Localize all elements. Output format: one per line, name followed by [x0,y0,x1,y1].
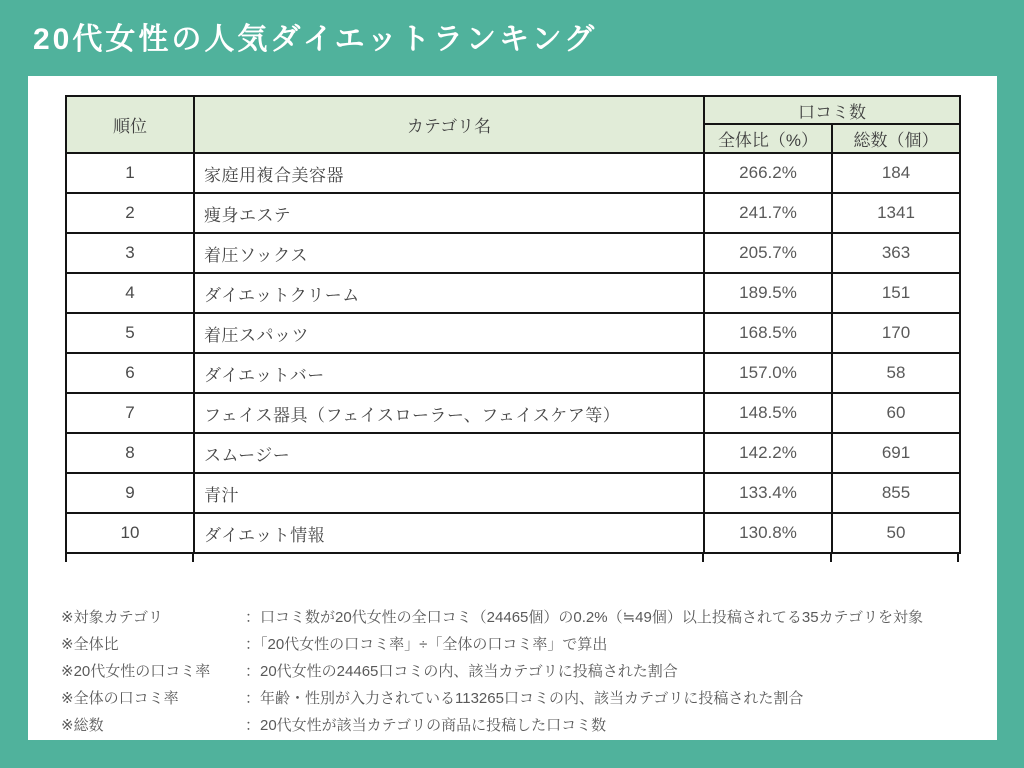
table-row [66,193,960,233]
table-cutoff-stub [957,554,959,562]
table-row [66,513,960,553]
category-value: 痩身エステ [194,193,704,233]
table-row [66,313,960,353]
table-row [66,433,960,473]
table-row [66,153,960,193]
ratio-value: 142.2% [704,433,832,473]
category-value: スムージー [194,433,704,473]
ranking-table-wrap [65,95,959,554]
footnote-text: ：20代女性の24465口コミの内、該当カテゴリに投稿された割合 [245,663,678,680]
footnote-text: ：口コミ数が20代女性の全口コミ（24465個）の0.2%（≒49個）以上投稿されてる35カテゴリを対象 [245,609,923,626]
category-value: ダイエットバー [194,353,704,393]
total-value: 363 [832,233,960,273]
ratio-value: 148.5% [704,393,832,433]
rank-value: 9 [66,473,194,513]
rank-value: 4 [66,273,194,313]
footnote-line [61,658,991,685]
footnote-label: ※全体の口コミ率 [61,690,179,707]
header-total: 総数（個） [832,124,960,153]
category-value: ダイエット情報 [194,513,704,553]
rank-value: 10 [66,513,194,553]
header-ratio: 全体比（%） [704,124,832,153]
footnote-label: ※20代女性の口コミ率 [61,663,211,680]
total-value: 151 [832,273,960,313]
total-value: 184 [832,153,960,193]
category-value: 着圧ソックス [194,233,704,273]
total-value: 50 [832,513,960,553]
page-title: 20代女性の人気ダイエットランキング [33,23,598,56]
header-review-group: 口コミ数 [704,96,960,124]
ratio-value: 205.7% [704,233,832,273]
table-cutoff-stub [65,554,67,562]
footnotes [61,604,991,739]
category-value: 青汁 [194,473,704,513]
header-rank: 順位 [66,96,194,153]
rank-value: 1 [66,153,194,193]
ranking-table [65,95,961,554]
rank-value: 5 [66,313,194,353]
footnote-line [61,685,991,712]
category-value: 着圧スパッツ [194,313,704,353]
table-cutoff-stub [702,554,704,562]
header-category: カテゴリ名 [194,96,704,153]
footnote-label: ※全体比 [61,636,119,653]
total-value: 60 [832,393,960,433]
table-row [66,353,960,393]
total-value: 1341 [832,193,960,233]
ratio-value: 266.2% [704,153,832,193]
table-row [66,473,960,513]
table-row [66,273,960,313]
ratio-value: 241.7% [704,193,832,233]
category-value: ダイエットクリーム [194,273,704,313]
ratio-value: 130.8% [704,513,832,553]
footnote-line [61,712,991,739]
table-cutoff-stub [830,554,832,562]
category-value: 家庭用複合美容器 [194,153,704,193]
content-panel [28,76,997,740]
total-value: 691 [832,433,960,473]
total-value: 855 [832,473,960,513]
footnote-label: ※対象カテゴリ [61,609,163,626]
ratio-value: 133.4% [704,473,832,513]
table-row [66,233,960,273]
ratio-value: 189.5% [704,273,832,313]
rank-value: 6 [66,353,194,393]
table-row [66,393,960,433]
rank-value: 8 [66,433,194,473]
ratio-value: 168.5% [704,313,832,353]
category-value: フェイス器具（フェイスローラー、フェイスケア等） [194,393,704,433]
rank-value: 2 [66,193,194,233]
footnote-text: ：年齢・性別が入力されている113265口コミの内、該当カテゴリに投稿された割合 [245,690,804,707]
rank-value: 3 [66,233,194,273]
table-cutoff-stub [192,554,194,562]
footnote-text: ：20代女性が該当カテゴリの商品に投稿した口コミ数 [245,717,607,734]
footnote-line [61,604,991,631]
total-value: 58 [832,353,960,393]
footnote-label: ※総数 [61,717,104,734]
rank-value: 7 [66,393,194,433]
footnote-text: ：「20代女性の口コミ率」÷「全体の口コミ率」で算出 [245,636,608,653]
total-value: 170 [832,313,960,353]
footnote-line [61,631,991,658]
ratio-value: 157.0% [704,353,832,393]
